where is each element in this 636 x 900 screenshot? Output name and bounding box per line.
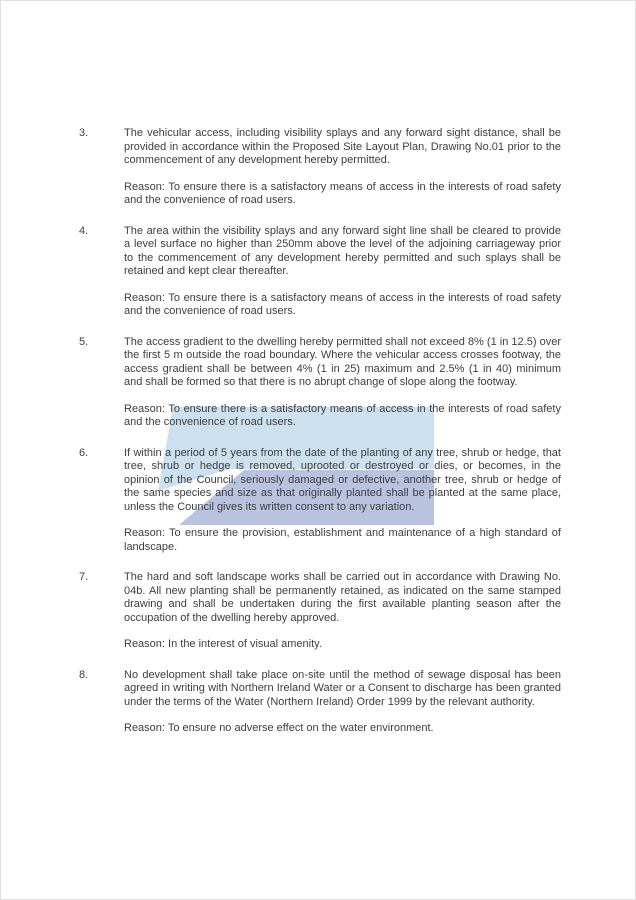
condition-text: The area within the visibility splays and any forward sight line shall be cleared to provide a level surface no higher than 250mm above the level of the adjoining carriageway prior to the commencement of any development hereby permitted and such splays shall be retained and kept clear thereafter.	[124, 224, 561, 277]
condition-item	[79, 225, 561, 319]
condition-text: No development shall take place on-site until the method of sewage disposal has been agreed in writing with Northern Ireland Water or a Consent to discharge has been granted under the terms of the Water (Northern Ireland) Order 1999 by the relevant authority.	[124, 668, 561, 708]
condition-item	[79, 669, 561, 736]
condition-number: 5.	[79, 335, 89, 348]
condition-body	[124, 127, 561, 208]
condition-body	[124, 571, 561, 652]
condition-item	[79, 447, 561, 555]
condition-reason: Reason: To ensure there is a satisfactory means of access in the interests of road safety and the convenience of road users.	[124, 402, 561, 428]
condition-reason: Reason: To ensure the provision, establishment and maintenance of a high standard of landscape.	[124, 527, 561, 553]
condition-item	[79, 336, 561, 430]
condition-number: 8.	[79, 668, 89, 681]
condition-body	[124, 225, 561, 319]
condition-body	[124, 447, 561, 555]
condition-text: If within a period of 5 years from the date of the planting of any tree, shrub or hedge, that tree, shrub or hedge is removed, uprooted or destroyed or dies, or becomes, in the opinion of the Council, seriously damaged or defective, another tree, shrub or hedge of the same species and size as that originally planted shall be planted at the same place, unless the Council gives its written consent to any variation.	[124, 446, 561, 513]
condition-number: 4.	[79, 224, 89, 237]
condition-text: The vehicular access, including visibility splays and any forward sight distance, shall be provided in accordance within the Proposed Site Layout Plan, Drawing No.01 prior to the commencement of any development hereby permitted.	[124, 127, 561, 166]
condition-item	[79, 127, 561, 208]
condition-reason: Reason: To ensure there is a satisfactory means of access in the interests of road safety and the convenience of road users.	[124, 291, 561, 317]
condition-number: 6.	[79, 446, 89, 459]
condition-item	[79, 571, 561, 652]
condition-number: 7.	[79, 571, 89, 583]
condition-text: The access gradient to the dwelling hereby permitted shall not exceed 8% (1 in 12.5) over the first 5 m outside the road boundary. Where the vehicular access crosses footway, the access gradient shall be between 4% (1 in 25) maximum and 2.5% (1 in 40) minimum and shall be formed so that there is no abrupt change of slope along the footway.	[124, 335, 561, 388]
condition-body	[124, 336, 561, 430]
condition-body	[124, 669, 561, 736]
condition-reason: Reason: To ensure no adverse effect on the water environment.	[124, 722, 434, 734]
condition-text: The hard and soft landscape works shall be carried out in accordance with Drawing No. 04b. All new planting shall be permanently retained, as indicated on the same stamped drawing and shall be undertaken during the first available planting season after the occupation of the dwelling hereby approved.	[124, 571, 561, 624]
conditions-list	[79, 127, 561, 753]
condition-number: 3.	[79, 127, 89, 139]
condition-reason: Reason: To ensure there is a satisfactory means of access in the interests of road safety and the convenience of road users.	[124, 180, 561, 206]
condition-reason: Reason: In the interest of visual amenity.	[124, 638, 322, 650]
